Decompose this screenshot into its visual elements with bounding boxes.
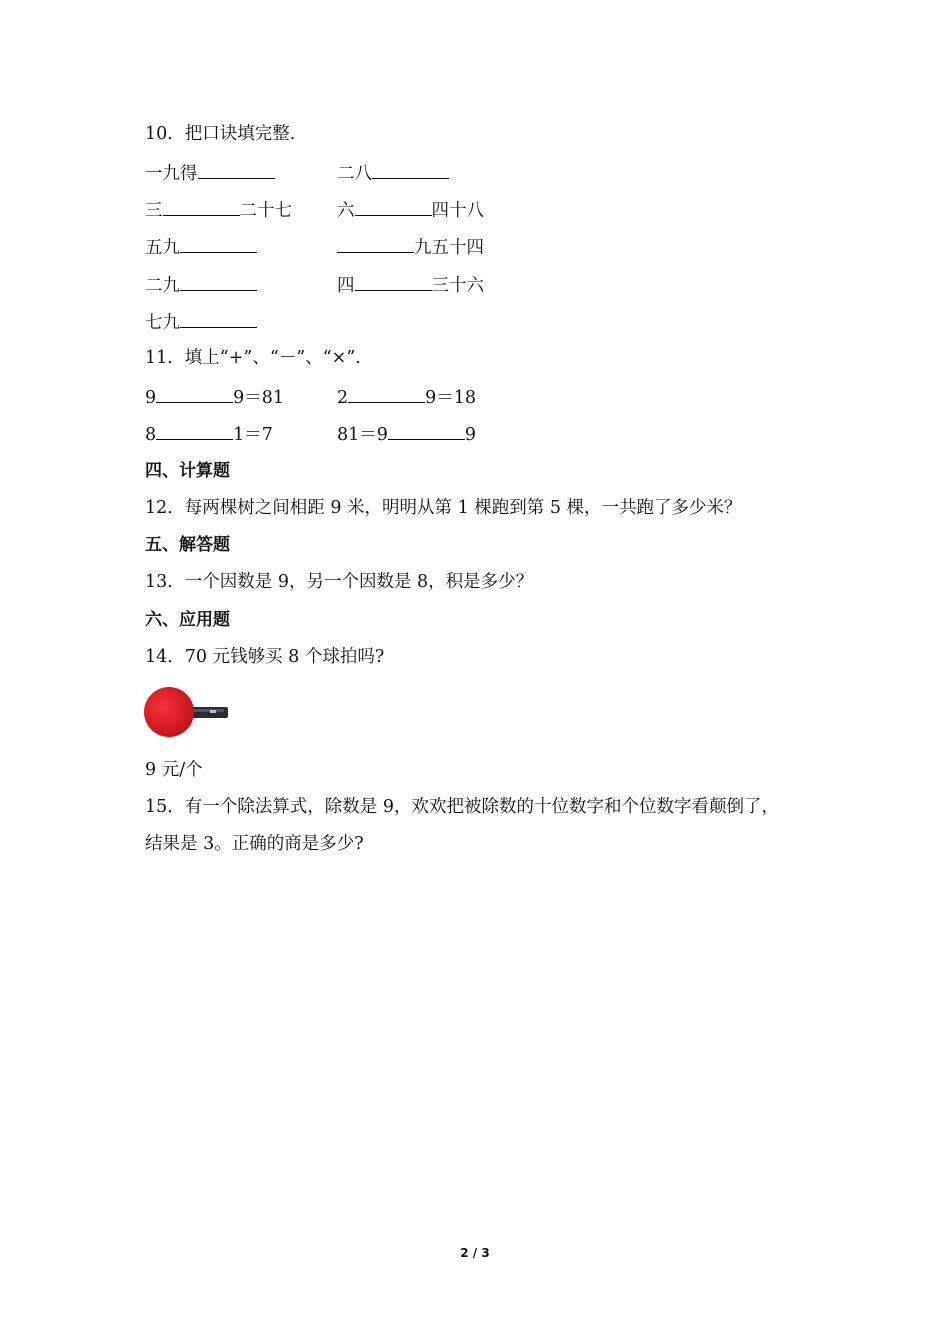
answer-blank[interactable] xyxy=(198,160,275,179)
question-14: 14．70 元钱够买 8 个球拍吗? xyxy=(145,647,385,667)
answer-blank[interactable] xyxy=(163,197,240,216)
fill-item: 九五十四 xyxy=(337,234,484,260)
question-15-line2: 结果是 3。正确的商是多少? xyxy=(145,834,364,854)
answer-blank[interactable] xyxy=(348,384,425,403)
fill-item: 9 9＝81 xyxy=(145,384,284,410)
page-number: 2 / 3 xyxy=(460,1246,490,1260)
answer-blank[interactable] xyxy=(388,421,465,440)
answer-blank[interactable] xyxy=(372,160,449,179)
fill-item: 一九得 xyxy=(145,160,275,186)
fill-item: 2 9＝18 xyxy=(337,384,476,410)
section-heading: 四、计算题 xyxy=(145,461,230,481)
section-heading: 五、解答题 xyxy=(145,535,230,555)
question-11-title: 11．填上“+”、“－”、“×”. xyxy=(145,348,361,368)
question-10-title: 10．把口诀填完整. xyxy=(145,124,296,144)
question-13: 13．一个因数是 9，另一个因数是 8，积是多少？ xyxy=(145,572,534,592)
fill-item: 五九 xyxy=(145,234,257,260)
fill-item: 8 1＝7 xyxy=(145,421,273,447)
answer-blank[interactable] xyxy=(156,421,233,440)
ping-pong-paddle-icon xyxy=(144,686,234,738)
answer-blank[interactable] xyxy=(355,197,432,216)
fill-item: 四 三十六 xyxy=(337,272,484,298)
section-heading: 六、应用题 xyxy=(145,610,230,630)
fill-item: 81＝9 9 xyxy=(337,421,476,447)
fill-item: 二九 xyxy=(145,272,257,298)
question-15-line1: 15．有一个除法算式，除数是 9，欢欢把被除数的十位数字和个位数字看颠倒了， xyxy=(145,797,779,817)
fill-item: 七九 xyxy=(145,309,257,335)
fill-item: 二八 xyxy=(337,160,449,186)
question-12: 12．每两棵树之间相距 9 米，明明从第 1 棵跑到第 5 棵，一共跑了多少米？ xyxy=(145,498,742,518)
answer-blank[interactable] xyxy=(180,272,257,291)
paddle-price: 9 元/个 xyxy=(145,760,203,780)
answer-blank[interactable] xyxy=(337,234,414,253)
fill-item: 六 四十八 xyxy=(337,197,484,223)
fill-item: 三 二十七 xyxy=(145,197,292,223)
answer-blank[interactable] xyxy=(180,234,257,253)
answer-blank[interactable] xyxy=(156,384,233,403)
answer-blank[interactable] xyxy=(180,309,257,328)
answer-blank[interactable] xyxy=(355,272,432,291)
